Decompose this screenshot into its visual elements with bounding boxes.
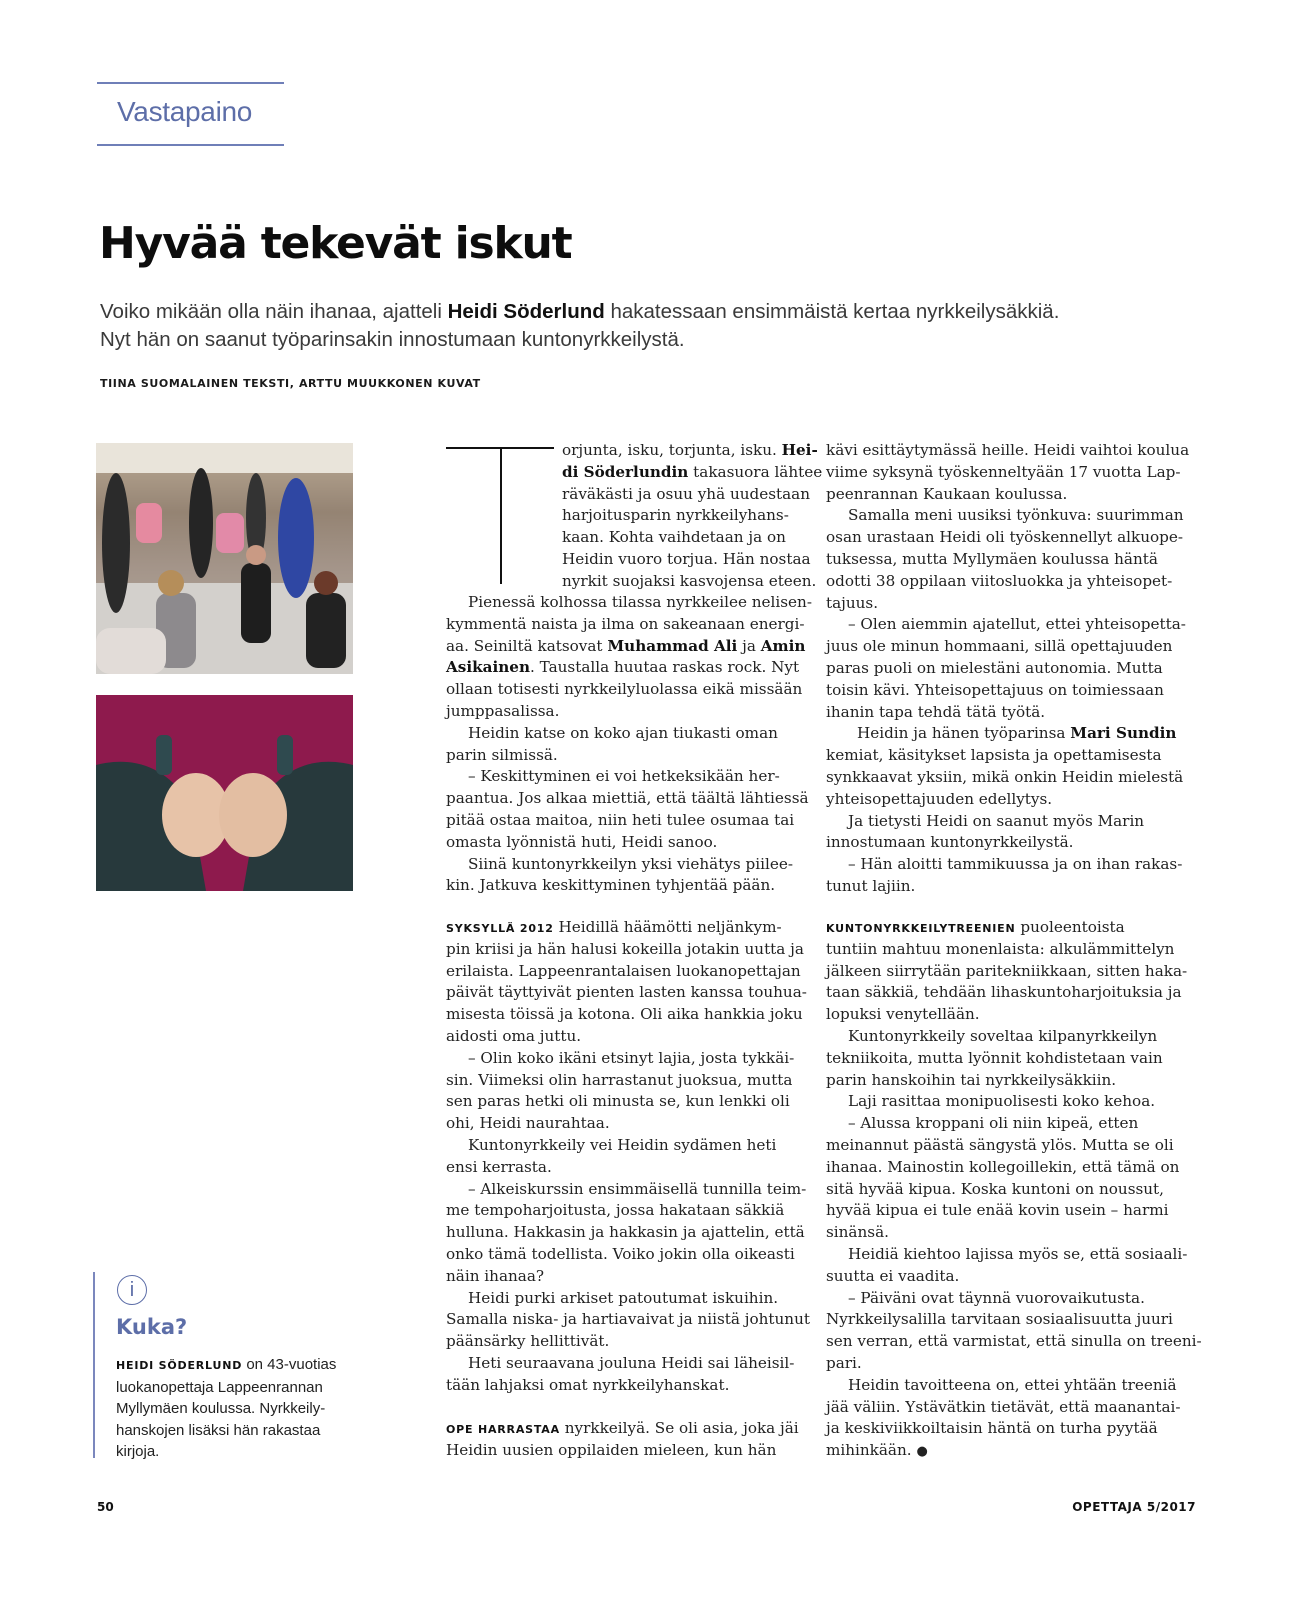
- text-line: osan urastaan Heidi oli työskennellyt alkuope-: [826, 528, 1183, 547]
- drop-cap: [446, 447, 554, 585]
- text-line: Heidin uusien oppilaiden mieleen, kun hän: [446, 1440, 777, 1459]
- end-mark-icon: ●: [916, 1444, 928, 1460]
- boxer-head: [314, 571, 338, 595]
- text-line: hulluna. Hakkasin ja hakkasin ja ajattelin, että: [446, 1223, 805, 1242]
- text-line: peenrannan Kaukaan koulussa.: [826, 484, 1068, 503]
- text-line: kymmentä naista ja ilma on sakeanaan energi-: [446, 614, 805, 633]
- text: puoleentoista: [1015, 918, 1125, 936]
- text-line: ihanin tapa tehdä tätä työtä.: [826, 702, 1046, 721]
- text: Heidillä häämötti neljänkym-: [553, 918, 782, 936]
- text-line: ihanaa. Mainostin kollegoillekin, että tämä on: [826, 1157, 1180, 1176]
- text-line: kävi esittäytymässä heille. Heidi vaihtoi koulua: [826, 441, 1190, 459]
- text-line: Heti seuraavana jouluna Heidi sai läheisil-: [468, 1353, 795, 1372]
- person-name: Asikainen: [446, 658, 530, 677]
- text-line: [562, 462, 822, 484]
- column-1-section-2: [446, 917, 810, 1397]
- text-line: [446, 636, 812, 658]
- text-line: Nyrkkeilysalilla tarvitaan sosiaalisuutta juuri: [826, 1310, 1173, 1329]
- text-line: pari.: [826, 1353, 862, 1372]
- text-line: – Hän aloitti tammikuussa ja on ihan rakas-: [848, 855, 1183, 874]
- text-line: paantua. Jos alkaa miettiä, että täältä lähtiessä: [446, 789, 809, 808]
- text-line: jumppasalissa.: [446, 701, 560, 720]
- text: on 43-vuotias: [242, 1356, 337, 1373]
- text-line: omasta lyönnistä huti, Heidi sanoo.: [446, 832, 718, 851]
- boxer-figure: [136, 503, 162, 543]
- photo-ceiling: [96, 443, 353, 473]
- text-line: juus ole minun hommaani, sillä opettajuuden: [826, 637, 1173, 656]
- wrap-strap: [156, 735, 172, 775]
- column-1-intro: [562, 440, 822, 593]
- text-line: pitää ostaa maitoa, niin heti tulee osumaa tai: [446, 810, 795, 829]
- section-rule-bottom: [97, 144, 284, 146]
- text-line: Ja tietysti Heidi on saanut myös Marin: [848, 811, 1145, 830]
- deck-text: Voiko mikään olla näin ihanaa, ajatteli: [100, 300, 448, 323]
- text-line: innostumaan kuntonyrkkeilystä.: [826, 833, 1074, 852]
- text-line: räväkästi ja osuu yhä uudestaan: [562, 484, 811, 503]
- deck-line-2: Nyt hän on saanut työparinsakin innostumaan kuntonyrkkeilystä.: [100, 328, 685, 351]
- boxer-figure: [241, 563, 271, 643]
- text-line: hanskojen lisäksi hän rakastaa: [116, 1421, 321, 1439]
- text-line: suutta ei vaadita.: [826, 1266, 960, 1285]
- text: takasuora lähtee: [688, 462, 823, 481]
- boxer-head: [246, 545, 266, 565]
- black-punching-bag: [189, 468, 213, 578]
- text-line: [446, 917, 810, 939]
- text-line: me tempoharjoitusta, jossa hakataan säkkiä: [446, 1201, 785, 1220]
- text-line: – Päiväni ovat täynnä vuorovaikutusta.: [848, 1288, 1145, 1307]
- text-line: Siinä kuntonyrkkeilyn yksi viehätys piilee-: [468, 854, 793, 873]
- text-line: parin hanskoihin tai nyrkkeilysäkkiin.: [826, 1070, 1117, 1089]
- boxing-class-image: [96, 443, 353, 674]
- text-line: – Alkeiskurssin ensimmäisellä tunnilla teim-: [468, 1179, 807, 1198]
- boxer-figure: [96, 628, 166, 674]
- text-line: päivät täyttyivät pienten lasten kanssa touhua-: [446, 983, 807, 1002]
- publication-issue: OPETTAJA 5/2017: [1072, 1500, 1196, 1514]
- text-line: aidosti oma juttu.: [446, 1026, 582, 1045]
- text: . Taustalla huutaa raskas rock. Nyt: [529, 658, 800, 677]
- text-line: – Alussa kroppani oli niin kipeä, etten: [848, 1114, 1139, 1133]
- text-line: ensi kerrasta.: [446, 1157, 552, 1176]
- text-line: Pienessä kolhossa tilassa nyrkkeilee nelisen-: [468, 593, 812, 611]
- section-label: Vastapaino: [117, 96, 253, 127]
- text-line: jää väliin. Ystävätkin tietävät, että maanantai-: [826, 1397, 1181, 1416]
- byline: TIINA SUOMALAINEN TEKSTI, ARTTU MUUKKONEN KUVAT: [100, 377, 481, 390]
- text-line: tuksessa, mutta Myllymäen koulussa häntä: [826, 549, 1158, 568]
- text-line: nyrkit suojaksi kasvojensa eteen.: [562, 571, 817, 590]
- text: Heidin ja hänen työparinsa: [857, 724, 1071, 743]
- text-line: sitä hyvää kipua. Koska kuntoni on noussut,: [826, 1179, 1164, 1198]
- section-rule-top: [97, 82, 284, 84]
- text-line: [826, 1440, 1202, 1462]
- text-line: Samalla meni uusiksi työnkuva: suurimman: [848, 506, 1184, 525]
- text-line: Kuntonyrkkeily soveltaa kilpanyrkkeilyn: [848, 1026, 1158, 1045]
- blue-punching-bag: [278, 478, 314, 598]
- text-line: Myllymäen koulussa. Nyrkkeily-: [116, 1400, 326, 1417]
- text-line: Heidin tavoitteena on, ettei yhtään treeniä: [848, 1375, 1177, 1394]
- text-line: parin silmissä.: [446, 745, 558, 764]
- boxer-figure: [216, 513, 244, 553]
- text-line: Heidin vuoro torjua. Hän nostaa: [562, 549, 811, 568]
- text-line: kaan. Kohta vaihdetaan ja on: [562, 528, 786, 547]
- text-line: [826, 723, 1189, 745]
- text-line: onko tämä todellista. Voiko jokin olla oikeasti: [446, 1244, 795, 1263]
- section-lead-in: KUNTONYRKKEILYTREENIEN: [826, 922, 1016, 935]
- wrapped-fists-image: [96, 695, 353, 891]
- text-line: synkkaavat yksiin, mikä onkin Heidin mielestä: [826, 767, 1184, 786]
- deck-name: Heidi Söderlund: [447, 300, 605, 323]
- text-line: erilaista. Lappeenrantalaisen luokanopettajan: [446, 961, 801, 980]
- section-lead-in: HEIDI SÖDERLUND: [116, 1359, 243, 1372]
- text-line: kirjoja.: [116, 1443, 160, 1460]
- text-line: luokanopettaja Lappeenrannan: [116, 1378, 323, 1396]
- wrap-strap: [277, 735, 293, 775]
- text-line: päänsärky hellittivät.: [446, 1332, 610, 1351]
- text-line: Heidi purki arkiset patoutumat iskuihin.: [468, 1288, 779, 1307]
- text-line: tekniikoita, mutta lyönnit kohdistetaan vain: [826, 1048, 1163, 1067]
- info-box-kuka: [93, 1272, 365, 1458]
- text-line: toisin kävi. Yhteisopettajuus on toimiessaan: [826, 680, 1164, 699]
- text-line: tajuus.: [826, 593, 879, 612]
- text-line: tuntiin mahtuu monenlaista: alkulämmittelyn: [826, 939, 1175, 958]
- text-line: ja keskiviikkoiltaisin häntä on turha pyytää: [826, 1419, 1158, 1438]
- text-line: odotti 38 oppilaan viitosluokka ja yhteisopet-: [826, 571, 1173, 590]
- text-line: Samalla niska- ja hartiavaivat ja niistä johtunut: [446, 1310, 810, 1329]
- article-deck: [100, 298, 1059, 354]
- text-line: sinänsä.: [826, 1223, 889, 1242]
- text-line: tunut lajiin.: [826, 876, 916, 895]
- text-line: meinannut päästä sängystä ylös. Mutta se oli: [826, 1135, 1174, 1154]
- text-line: viime syksynä työskenneltyään 17 vuotta Lap-: [826, 462, 1181, 481]
- text-line: sen paras hetki oli minusta se, kun lenkki oli: [446, 1092, 790, 1111]
- text-line: ollaan totisesti nyrkkeilyluolassa eikä missään: [446, 680, 803, 699]
- text-line: jälkeen siirrytään paritekniikkaan, sitten haka-: [826, 961, 1188, 980]
- text-line: misesta töissä ja kotona. Oli aika hankkia joku: [446, 1005, 803, 1024]
- person-name: Hei-: [781, 441, 818, 459]
- text-line: Heidiä kiehtoo lajissa myös se, että sosiaali-: [848, 1244, 1188, 1263]
- text-line: harjoitusparin nyrkkeilyhans-: [562, 506, 789, 525]
- text-line: näin ihanaa?: [446, 1266, 545, 1285]
- text-line: kemiat, käsitykset lapsista ja opettamisesta: [826, 746, 1162, 765]
- person-name: di Söderlundin: [562, 462, 689, 481]
- deck-line-1: [100, 298, 1059, 326]
- text: aa. Seiniltä katsovat: [446, 636, 608, 655]
- text-line: paras puoli on mielestäni autonomia. Mutta: [826, 658, 1163, 677]
- info-icon: i: [117, 1275, 147, 1305]
- column-1-section-3: [446, 1418, 799, 1462]
- column-2-section-2: [826, 917, 1202, 1462]
- right-fist: [219, 773, 287, 857]
- text-line: sen verran, että varmistat, että sinulla on treeni-: [826, 1332, 1202, 1351]
- text: ja: [737, 636, 761, 655]
- text-line: – Olin koko ikäni etsinyt lajia, josta tykkäi-: [468, 1048, 795, 1067]
- text-line: Laji rasittaa monipuolisesti koko kehoa.: [848, 1092, 1156, 1111]
- article-headline: Hyvää tekevät iskut: [99, 218, 572, 269]
- text-line: [446, 1418, 799, 1440]
- text-line: ohi, Heidi naurahtaa.: [446, 1114, 610, 1133]
- column-1-body: [446, 592, 812, 897]
- photo-wrapped-fists: [96, 695, 353, 891]
- info-box-title: Kuka?: [116, 1315, 188, 1339]
- text-line: sin. Viimeksi olin harrastanut juoksua, mutta: [446, 1070, 793, 1089]
- person-name: Muhammad Ali: [607, 636, 738, 655]
- text-line: yhteisopettajuuden edellytys.: [826, 789, 1053, 808]
- text-line: tään lahjaksi omat nyrkkeilyhanskat.: [446, 1375, 730, 1394]
- text-line: Kuntonyrkkeily vei Heidin sydämen heti: [468, 1135, 777, 1154]
- text: nyrkkeilyä. Se oli asia, joka jäi: [559, 1419, 799, 1437]
- drop-cap-stem: [500, 447, 502, 584]
- text: orjunta, isku, torjunta, isku.: [562, 441, 782, 459]
- text-line: [826, 917, 1202, 939]
- black-punching-bag: [102, 473, 130, 613]
- text-line: [446, 657, 812, 679]
- photo-boxing-class: [96, 443, 353, 674]
- column-2-body: [826, 440, 1189, 898]
- person-name: Amin: [760, 636, 806, 655]
- page-number: 50: [97, 1500, 114, 1514]
- info-box-body: [116, 1354, 336, 1463]
- text-line: lopuksi venytellään.: [826, 1005, 980, 1024]
- text-line: pin kriisi ja hän halusi kokeilla jotakin uutta ja: [446, 939, 804, 958]
- person-name: Mari Sundin: [1070, 724, 1177, 743]
- text-line: – Olen aiemmin ajatellut, ettei yhteisopetta-: [848, 615, 1186, 634]
- text: mihinkään.: [826, 1441, 912, 1460]
- text-line: [562, 440, 822, 462]
- text-line: – Keskittyminen ei voi hetkeksikään her-: [468, 767, 780, 786]
- deck-text: hakatessaan ensimmäistä kertaa nyrkkeilysäkkiä.: [604, 300, 1060, 323]
- section-lead-in: OPE HARRASTAA: [446, 1423, 560, 1436]
- section-lead-in: SYKSYLLÄ 2012: [446, 922, 554, 935]
- text-line: hyvää kipua ei tule enää kovin usein – harmi: [826, 1201, 1169, 1220]
- text-line: taan säkkiä, tehdään lihaskuntoharjoituksia ja: [826, 983, 1182, 1002]
- boxer-figure: [306, 593, 346, 668]
- text-line: [116, 1354, 336, 1377]
- text-line: Heidin katse on koko ajan tiukasti oman: [468, 723, 778, 742]
- text-line: kin. Jatkuva keskittyminen tyhjentää pään.: [446, 876, 776, 895]
- boxer-head: [158, 570, 184, 596]
